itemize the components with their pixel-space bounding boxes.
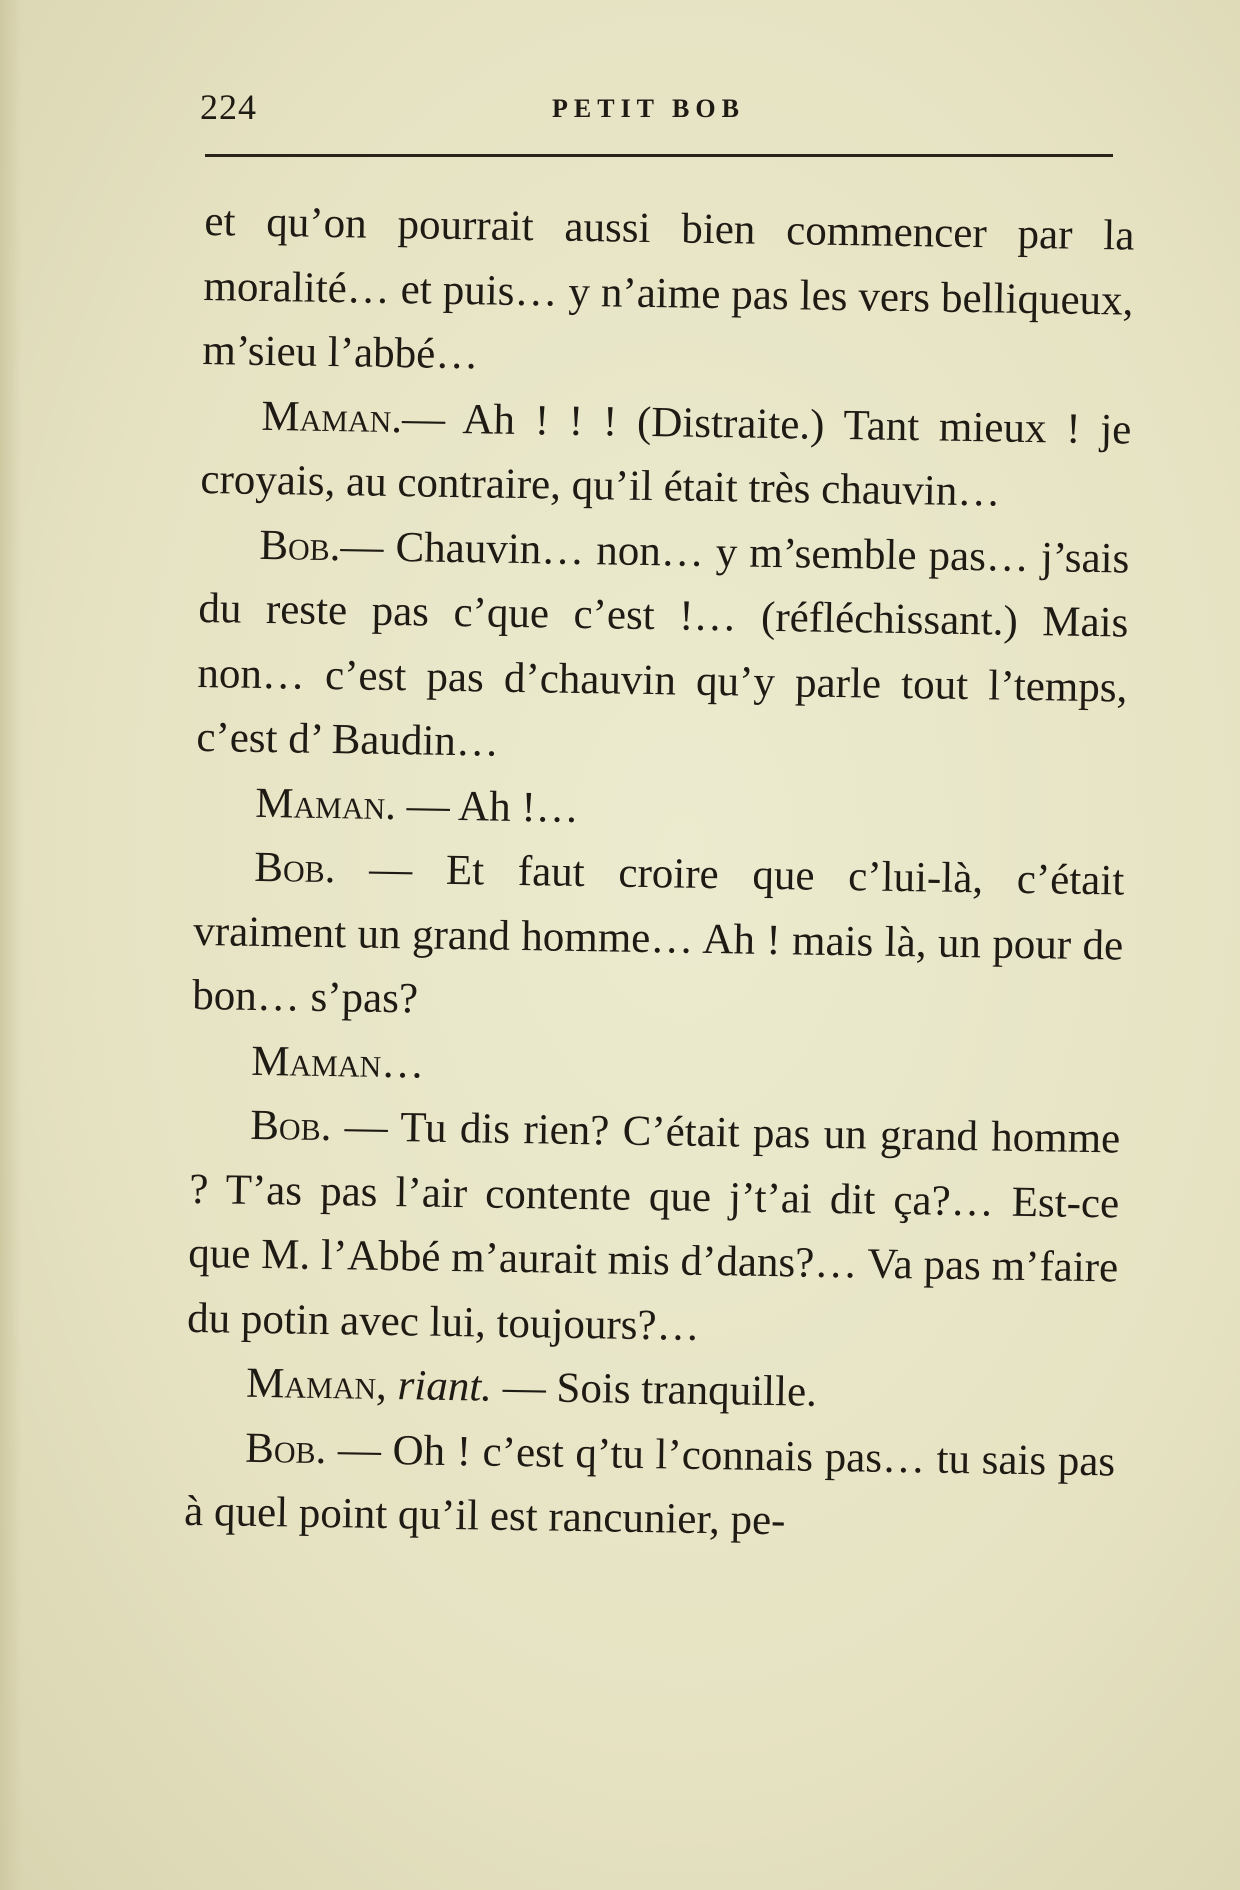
paragraph-text: — Et faut croire que c’lui-là, c’était vraiment un grand homme… Ah ! mais là, un pour de bon… s’pas? [191, 845, 1125, 1023]
paragraph-text: et qu’on pourrait aussi bien commencer par la moralité… et puis… y n’aime pas les vers belliqueux, m’sieu l’abbé… [202, 197, 1135, 379]
page-body [184, 190, 1135, 1559]
page-spine-shadow [0, 0, 22, 1890]
speaker-name: Maman, [245, 1359, 388, 1410]
paragraph-text: — Ah !… [395, 781, 580, 832]
paragraph [196, 512, 1130, 785]
paragraph-text: — Sois tranquille. [491, 1363, 818, 1416]
paragraph [200, 383, 1132, 527]
speaker-name: Bob. [244, 1424, 327, 1473]
paragraph-text: — Ah ! ! ! (Distraite.) Tant mieux ! je croyais, au contraire, qu’il était très chauvin… [200, 394, 1132, 516]
paragraph-text: — Oh ! c’est q’tu l’connais pas… tu sais pas à quel point qu’il est rancunier, pe- [183, 1425, 1116, 1545]
paragraph-text: — Chauvin… non… y m’semble pas… j’sais du reste pas c’que c’est !… (réfléchissant.) Mais non… c’est pas d’chauvin qu’y parle tout l’temps, c’est d’ Baudin… [196, 522, 1130, 766]
stage-direction: riant. [397, 1362, 493, 1411]
paragraph [202, 190, 1135, 398]
running-title: PETIT BOB [552, 94, 745, 123]
paragraph-text: — Tu dis rien? C’était pas un grand homme ? T’as pas l’air contente que j’t’ai dit ça?… Est-ce que M. l’Abbé m’aurait mis d’dans?… Va pas m’faire du potin avec lui, toujours?… [186, 1103, 1121, 1350]
paragraph [192, 835, 1125, 1043]
speaker-name: Bob. [253, 843, 336, 893]
speaker-name: Bob. [249, 1101, 332, 1151]
paragraph [184, 1415, 1116, 1559]
speaker-name: Maman… [250, 1037, 425, 1088]
paragraph [187, 1093, 1121, 1366]
header-rule [205, 154, 1113, 157]
speaker-name: Maman. [255, 779, 397, 829]
page-number: 224 [200, 87, 257, 127]
speaker-name: Bob. [259, 521, 341, 570]
speaker-name: Maman. [261, 392, 403, 442]
